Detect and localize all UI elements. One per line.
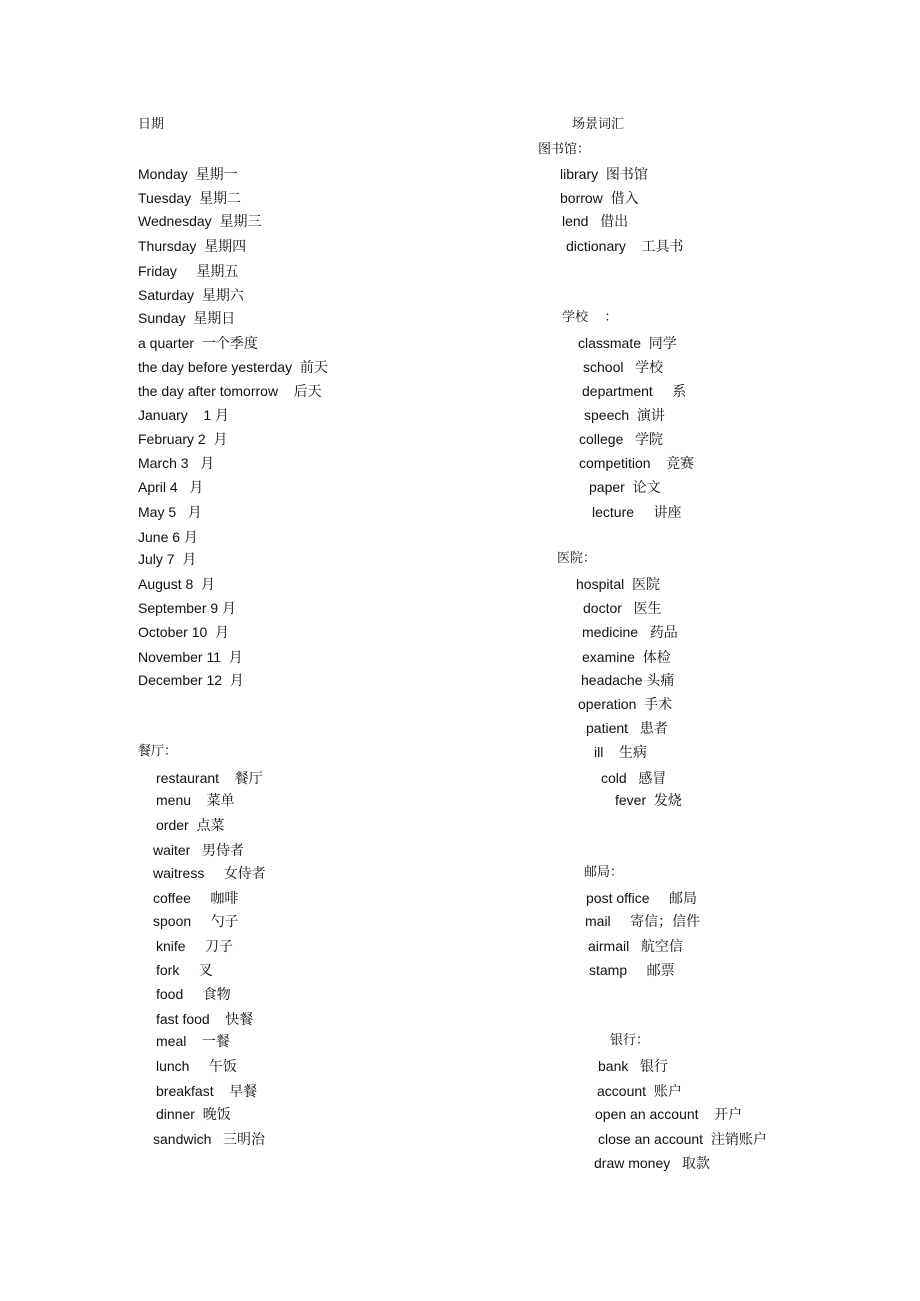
restaurant-word: spoon 勺子 [153,913,239,929]
bank-word: account 账户 [597,1083,682,1099]
month-item: August 8 月 [138,576,216,592]
post-office-heading: 邮局： [584,865,624,880]
school-word: lecture 讲座 [592,504,682,520]
day-item: Monday 星期一 [138,166,238,182]
restaurant-word: lunch 午饭 [156,1058,237,1074]
school-word: speech 演讲 [584,407,665,423]
restaurant-word: food 食物 [156,986,231,1002]
month-item: October 10 月 [138,624,230,640]
time-phrase: the day before yesterday 前天 [138,359,328,375]
post-word: airmail 航空信 [588,938,683,954]
hospital-word: headache 头痛 [581,672,675,688]
bank-word: bank 银行 [598,1058,669,1074]
time-phrase: a quarter 一个季度 [138,335,258,351]
month-item: May 5 月 [138,504,202,520]
hospital-word: examine 体检 [582,649,671,665]
library-word: lend 借出 [562,213,629,229]
day-item: Saturday 星期六 [138,287,244,303]
hospital-word: ill 生病 [594,744,647,760]
restaurant-word: dinner 晚饭 [156,1106,231,1122]
day-item: Sunday 星期日 [138,310,236,326]
bank-word: open an account 开户 [595,1106,743,1122]
time-phrase: the day after tomorrow 后天 [138,383,322,399]
month-item: March 3 月 [138,455,215,471]
library-word: dictionary 工具书 [566,238,684,254]
restaurant-heading: 餐厅： [138,744,178,759]
school-word: school 学校 [583,359,664,375]
restaurant-word: breakfast 早餐 [156,1083,258,1099]
month-item: November 11 月 [138,649,243,665]
hospital-word: medicine 药品 [582,624,678,640]
library-word: borrow 借入 [560,190,639,206]
school-word: department 系 [582,383,687,399]
month-item: July 7 月 [138,551,197,567]
month-item: January 1 月 [138,407,230,423]
restaurant-word: knife 刀子 [156,938,234,954]
bank-word: draw money 取款 [594,1155,710,1171]
library-heading: 图书馆： [538,142,591,157]
post-word: post office 邮局 [586,890,698,906]
bank-heading: 银行： [610,1033,650,1048]
restaurant-word: restaurant 餐厅 [156,770,263,786]
date-heading: 日期 [138,117,165,132]
school-heading: 学校 ： [562,310,618,325]
month-item: June 6 月 [138,529,198,545]
restaurant-word: waitress 女侍者 [153,865,266,881]
hospital-word: cold 感冒 [601,770,667,786]
hospital-word: patient 患者 [586,720,668,736]
hospital-heading: 医院： [557,551,597,566]
school-word: competition 竞赛 [579,455,695,471]
day-item: Wednesday 星期三 [138,213,262,229]
day-item: Thursday 星期四 [138,238,247,254]
restaurant-word: sandwich 三明治 [153,1131,266,1147]
hospital-word: hospital 医院 [576,576,661,592]
day-item: Friday 星期五 [138,263,239,279]
library-word: library 图书馆 [560,166,648,182]
hospital-word: doctor 医生 [583,600,662,616]
restaurant-word: order 点菜 [156,817,225,833]
restaurant-word: waiter 男侍者 [153,842,245,858]
school-word: paper 论文 [589,479,661,495]
month-item: February 2 月 [138,431,228,447]
school-word: college 学院 [579,431,664,447]
restaurant-word: coffee 咖啡 [153,890,239,906]
restaurant-word: fast food 快餐 [156,1011,254,1027]
month-item: April 4 月 [138,479,204,495]
restaurant-word: menu 菜单 [156,792,235,808]
month-item: December 12 月 [138,672,244,688]
post-word: mail 寄信；信件 [585,913,701,929]
hospital-word: operation 手术 [578,696,673,712]
restaurant-word: meal 一餐 [156,1033,230,1049]
hospital-word: fever 发烧 [615,792,682,808]
month-item: September 9 月 [138,600,237,616]
post-word: stamp 邮票 [589,962,675,978]
school-word: classmate 同学 [578,335,677,351]
restaurant-word: fork 叉 [156,962,213,978]
scene-heading: 场景词汇 [572,117,625,132]
day-item: Tuesday 星期二 [138,190,241,206]
bank-word: close an account 注销账户 [598,1131,767,1147]
